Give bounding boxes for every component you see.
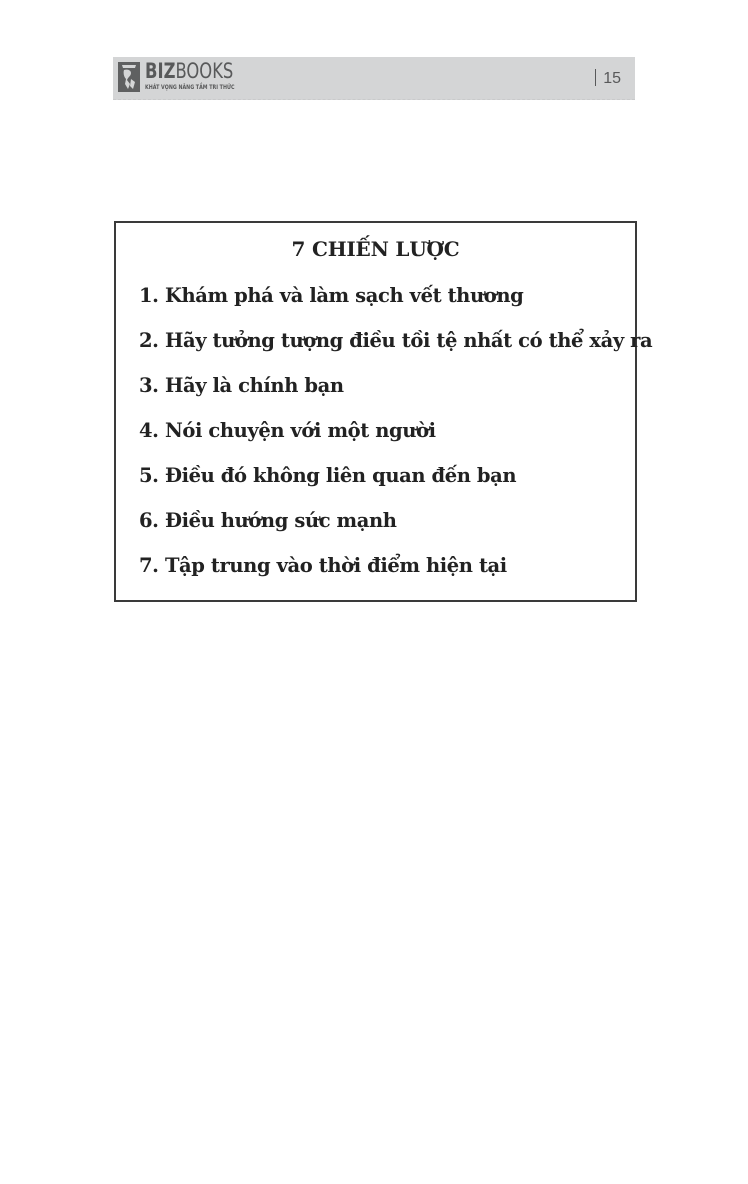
separator	[595, 69, 596, 86]
list-item: 2. Hãy tưởng tượng điều tồi tệ nhất có thể xảy ra	[139, 329, 653, 352]
strategy-list	[139, 281, 652, 596]
list-item: 6. Điều hướng sức mạnh	[139, 509, 397, 532]
list-item: 7. Tập trung vào thời điểm hiện tại	[139, 554, 507, 577]
bizbooks-logo-icon	[118, 62, 140, 92]
list-item: 1. Khám phá và làm sạch vết thương	[139, 284, 524, 307]
page-number	[595, 69, 621, 88]
brand-name-light: BOOKS	[175, 59, 234, 83]
strategy-box	[114, 221, 653, 602]
brand-tagline: KHÁT VỌNG NÂNG TẦM TRI THỨC	[145, 84, 235, 91]
box-title: 7 CHIẾN LƯỢC	[291, 237, 460, 261]
list-item: 4. Nói chuyện với một người	[139, 419, 436, 442]
running-header	[113, 57, 635, 100]
list-item: 5. Điều đó không liên quan đến bạn	[139, 464, 517, 487]
list-item: 3. Hãy là chính bạn	[139, 374, 344, 397]
brand-name	[145, 60, 233, 82]
brand-name-bold: BIZ	[145, 59, 176, 83]
page-number-value: 15	[603, 70, 621, 87]
